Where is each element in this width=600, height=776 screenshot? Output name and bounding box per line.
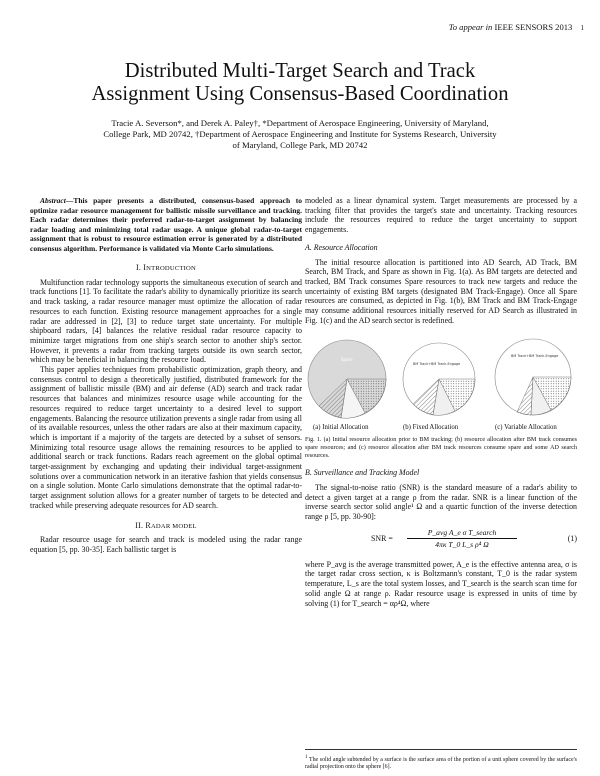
authors-line-1: Tracie A. Severson*, and Derek A. Paley†, *Department of Aerospace Engineering, University of Maryland,: [111, 118, 489, 128]
running-header: [449, 22, 584, 32]
left-column: [30, 196, 302, 555]
equation-number: (1): [567, 533, 577, 543]
heading-initial: R: [145, 520, 151, 530]
subsection-heading-resource-allocation: A. Resource Allocation: [305, 242, 378, 252]
footnote-mark: 1: [305, 755, 308, 760]
snr-paragraph-1: The signal-to-noise ratio (SNR) is the standard measure of a radar's ability to detect a given target at a range ρ from the radar. SNR is a linear function of the inverse search sector solid angle¹ Ω and a quartic function of the inverse detection range ρ [5, pp. 30-90]:: [305, 482, 577, 522]
authors-line-2: College Park, MD 20742, †Department of Aerospace Engineering and Institute for Systems Research, University: [103, 129, 497, 139]
pie-a: [308, 340, 386, 418]
equation-lhs: SNR =: [371, 533, 393, 543]
figure-caption: Fig. 1. (a) Initial resource allocation prior to BM tracking; (b) resource allocation after BM track consumes spare resources; and (c) resource allocation after BM track resources consume spare and some AD search resources.: [305, 437, 577, 459]
subcaption-c: (c) Variable Allocation: [495, 424, 557, 432]
right-paragraph-1: modeled as a linear dynamical system. Target measurements are processed by a tracking filter that provides the target's state and uncertainty. Tracking resources include the resources required to reduce the target uncertainty to support engagements.: [305, 196, 577, 235]
page-number: 1: [580, 24, 584, 32]
figure-1: [305, 335, 577, 431]
section-number: I.: [136, 263, 142, 272]
pie-charts: [305, 335, 577, 421]
pie-c: [495, 339, 571, 415]
radar-paragraph-1: Radar resource usage for search and track is modeled using the radar range equation [5, pp. 30-35]. Each ballistic target is: [30, 535, 302, 554]
title-line-2: Assignment Using Consensus-Based Coordination: [91, 83, 509, 105]
equation-fraction: [407, 528, 517, 550]
subcaption-b: (b) Fixed Allocation: [403, 424, 459, 432]
equation-denominator: 4πκ T_0 L_s ρ⁴ Ω: [435, 540, 489, 550]
subcaption-a: (a) Initial Allocation: [313, 424, 369, 432]
paper-title: [0, 60, 600, 106]
authors-line-3: of Maryland, College Park, MD 20742: [232, 140, 368, 150]
footnote: [305, 749, 577, 771]
abstract: [30, 196, 302, 253]
pie-b: [403, 343, 475, 415]
footnote-text: The solid angle subtended by a surface is the surface area of the portion of a unit sphere covered by the surface's radial projection onto the sphere [6].: [305, 756, 577, 771]
equation-numerator: P_avg A_e σ T_search: [407, 528, 517, 540]
section-number: II.: [135, 520, 144, 530]
pie-b-label: BM Track+BM Track-Engage: [413, 362, 461, 367]
section-heading-introduction: [30, 263, 302, 274]
heading-initial: I: [143, 263, 147, 272]
allocation-paragraph: The initial resource allocation is partitioned into AD Search, AD Track, BM Search, BM Track, and Spare as shown in Fig. 1(a). As BM targets are detected and tracked, BM Track consumes Spare resources to track new targets and reduce the uncertainty of existing BM targets (designated BM Track-Engage). Once all Spare resources are consumed, as depicted in Fig. 1(b), BM Track and BM Track-Engage may consume additional resources initially reserved for AD Search as illustrated in Fig. 1(c) and the AD search sector is redefined.: [305, 257, 577, 325]
section-heading-radar-model: [30, 521, 302, 532]
venue: IEEE SENSORS 2013: [494, 22, 573, 32]
title-line-1: Distributed Multi-Target Search and Track: [124, 60, 476, 82]
snr-paragraph-2: where P_avg is the average transmitted power, A_e is the effective antenna area, σ is the target radar cross section, κ is Boltzmann's constant, T_0 is the radar system temperature, L_s are the total system losses, and T_search is the search scan time for solid angle Ω at range ρ. Radar resource usage is expressed in units of time by solving (1) for T_search = αρ⁴Ω, where: [305, 559, 577, 608]
subsection-heading-surveillance: B. Surveillance and Tracking Model: [305, 468, 420, 478]
heading-rest: ADAR MODEL: [150, 522, 197, 530]
pie-a-label: Spare: [341, 357, 353, 363]
abstract-text: —This paper presents a distributed, consensus-based approach to optimize radar resource management for ballistic missile surveillance and tracking. Each radar determines their preferred radar-to-target assignment by balancing radar loading and minimizing total radar usage. A unique global radar-to-target assignment that is robust to resource estimation error is generated by a distributed consensus algorithm. Performance is validated via Monte Carlo simulations.: [30, 196, 302, 253]
equation-1: [305, 528, 577, 554]
heading-rest: NTRODUCTION: [146, 265, 196, 272]
abstract-label: Abstract: [40, 196, 66, 205]
intro-paragraph-2: This paper applies techniques from probabilistic optimization, graph theory, and consensus control to design a theoretically justified, distributed framework for the assignment of ballistic missile (BM) and air defense (AD) search and track radar resources that balances and minimizes resource usage while accounting for the resources required to reduce target uncertainty to a desired level to support engagements. Balancing the resource utilization prevents a single radar from using all of its available resources, unless the other radars are also at their maximum capacity, which is important if a majority of the targets are detected by a subset of sensors. Minimizing total resource usage allows the remaining resources to be applied to additional search or track functions. Radars reach agreement on the global optimal target-assignment by exchanging and updating their individual target-assignment solutions over a communication network in an iterative fashion that yields consensus on a single solution. Monte Carlo simulations demonstrate that the optimal radar-to-target assignment solution allows for a greater number of targets to be detected and tracked while preserving adequate resources for AD search.: [30, 365, 302, 510]
appear-prefix: To appear in: [448, 22, 493, 32]
right-column: [305, 196, 577, 608]
intro-paragraph-1: Multifunction radar technology supports the simultaneous execution of search and track functions [1]. To facilitate the radar's ability to dynamically prioritize its search and track tasking, a radar resource manager must optimize the allocation of radar resources to each function. Existing resource management approaches for a single radar are addressed in [2], [3] to reduce target state uncertainty. For multiple shipboard radars, [4] balances the relative residual radar resource capacity to minimize target migrations from one ship's search sector to another ship's sector. However, it prevents a radar from tracking targets outside its own search sector, which may be beneficial in balancing the resource load.: [30, 277, 302, 365]
pie-c-label: BM Track+BM Track-Engage: [511, 354, 559, 359]
author-block: [40, 118, 560, 151]
